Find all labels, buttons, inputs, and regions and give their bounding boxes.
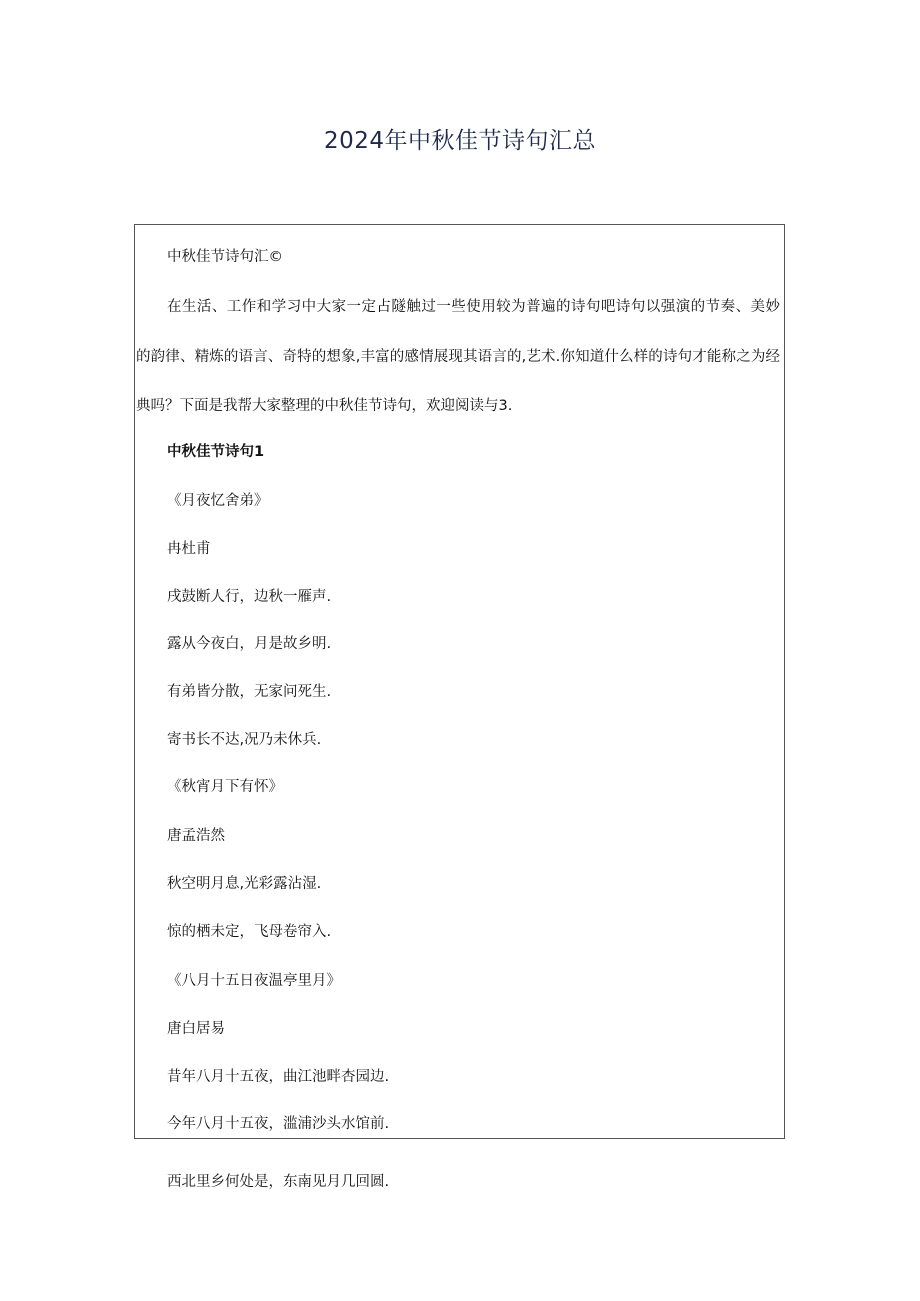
poem-line: 今年八月十五夜，滥浦沙头水馆前. bbox=[167, 1116, 390, 1132]
poem-line: 昔年八月十五夜，曲江池畔杏园边. bbox=[167, 1069, 390, 1085]
poem-line: 西北里乡何处是，东南见月几回圆. bbox=[167, 1174, 390, 1190]
paragraph-line: 的韵律、精炼的语言、奇特的想象,丰富的感情展现其语言的,艺术.你知道什么样的诗句才能称之为经 bbox=[136, 349, 780, 365]
paragraph-line: 在生活、工作和学习中大家一定占隧触过一些使用较为普遍的诗句吧诗句以强演的节奏、美妙 bbox=[167, 299, 780, 315]
poem-line: 戌鼓断人行，边秋一雁声. bbox=[167, 589, 332, 605]
section-heading: 中秋佳节诗句1 bbox=[167, 444, 265, 460]
poem-line: 有弟皆分散，无家问死生. bbox=[167, 684, 332, 700]
poem-line: 秋空明月息,光彩露沾湿. bbox=[167, 876, 322, 892]
poem-line: 惊的栖未定，飞母卷帘入. bbox=[167, 924, 332, 940]
poem-author: 冉杜甫 bbox=[167, 541, 211, 557]
section-heading: 中秋佳节诗句汇© bbox=[167, 249, 283, 265]
poem-author: 唐白居易 bbox=[167, 1021, 225, 1037]
page-title: 2024年中秋佳节诗句汇总 bbox=[323, 128, 597, 154]
poem-author: 唐孟浩然 bbox=[167, 828, 225, 844]
poem-line: 露从今夜白，月是故乡明. bbox=[167, 636, 332, 652]
poem-title: 《秋宵月下有怀》 bbox=[167, 779, 283, 795]
paragraph-line: 典吗？下面是我帮大家整理的中秋佳节诗句，欢迎阅读与3. bbox=[136, 398, 513, 414]
poem-title: 《八月十五日夜温亭里月》 bbox=[167, 973, 341, 989]
poem-line: 寄书长不达,况乃未休兵. bbox=[167, 732, 322, 748]
poem-title: 《月夜忆舍弟》 bbox=[167, 493, 269, 509]
